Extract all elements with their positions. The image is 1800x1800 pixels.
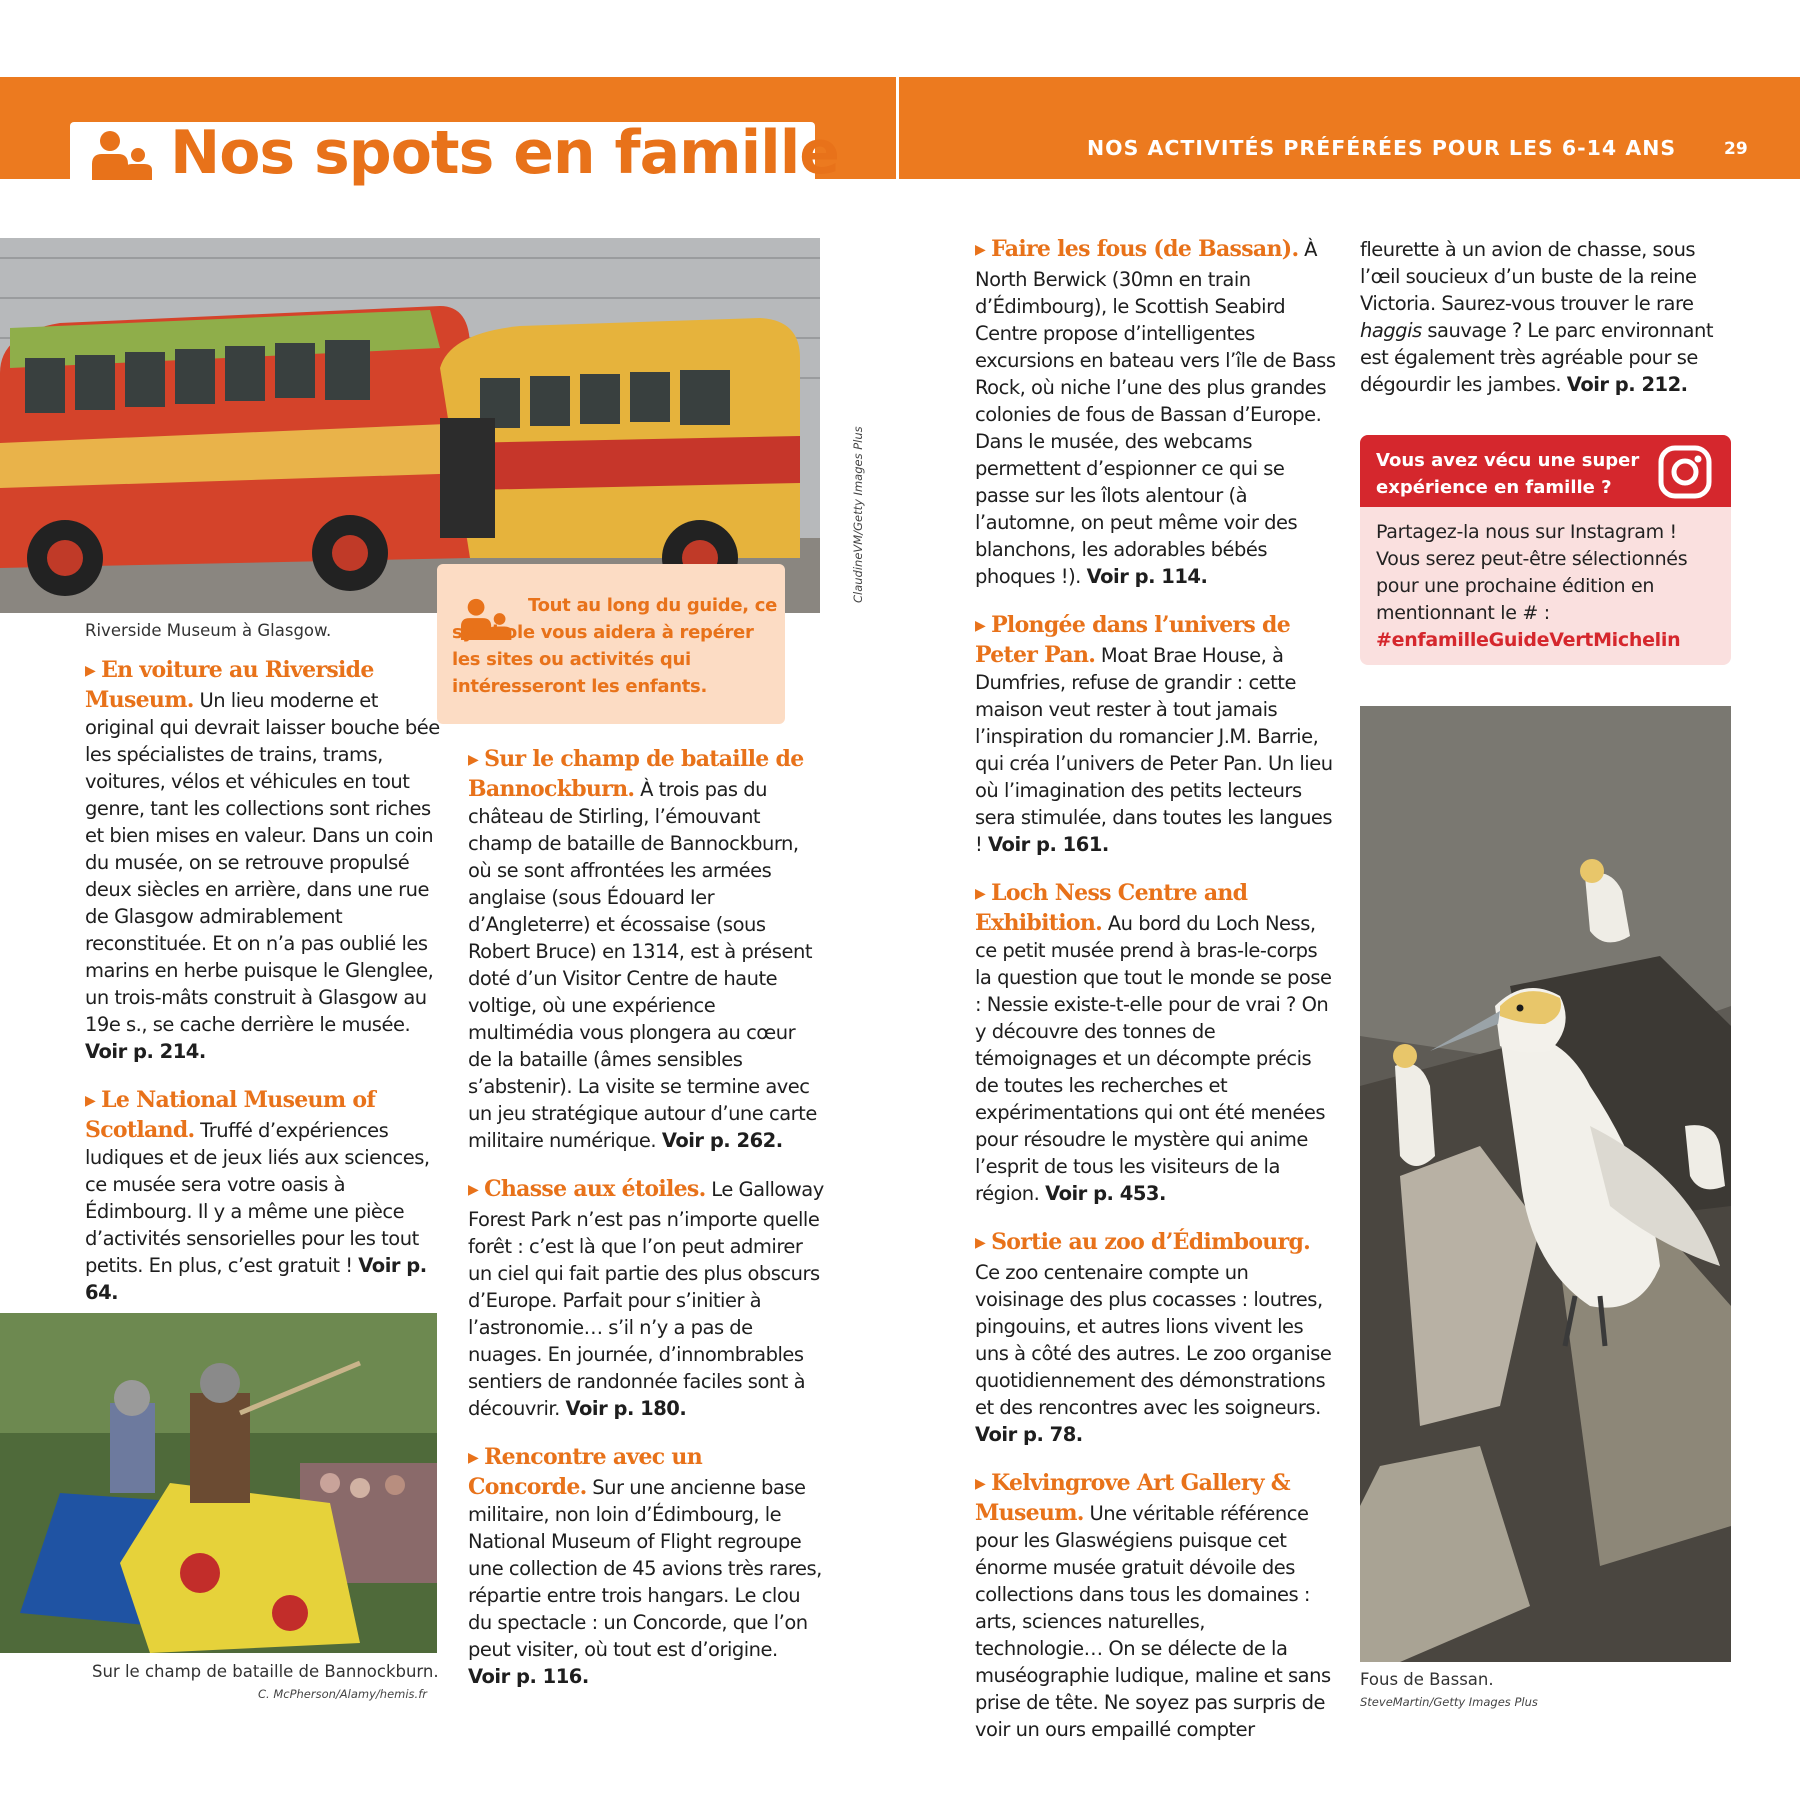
gannet-photo-credit: SteveMartin/Getty Images Plus — [1360, 1695, 1538, 1709]
gannet-photo — [1360, 706, 1731, 1662]
triangle-icon: ▶ — [975, 242, 986, 258]
instagram-body: Partagez-la nous sur Instagram ! Vous serez peut-être sélectionnés pour une prochaine édition en mentionnant le # : #enfamilleGuideVertMichelin — [1376, 521, 1688, 651]
column-2 — [468, 746, 824, 1712]
entry-etoiles: ▶ Chasse aux étoiles. Le Galloway Forest Park n’est pas n’importe quelle forêt : c’est là que l’on peut admirer un ciel qui fait partie des plus obscurs d’Europe. Parfait pour s’initier à l’astronomie… s’il n’y a pas de nuages. En journée, d’innombrables sentiers de randonnée faciles sont à découvrir. Voir p. 180. — [468, 1176, 824, 1420]
bus-photo — [0, 238, 820, 613]
entry-heading: ▶ Chasse aux étoiles. — [468, 1176, 706, 1202]
entry-heading: ▶ Faire les fous (de Bassan). — [975, 236, 1299, 262]
callout-text: Tout au long du guide, ce symbole vous aidera à repérer les sites ou activités qui intéresseront les enfants. — [452, 595, 778, 697]
knights-photo-credit: C. McPherson/Alamy/hemis.fr — [258, 1687, 427, 1701]
gannet-photo-caption: Fous de Bassan. — [1360, 1670, 1494, 1689]
triangle-icon: ▶ — [468, 1182, 479, 1198]
column-3 — [975, 236, 1337, 1765]
entry-peter-pan: ▶ Plongée dans l’univers de Peter Pan. Moat Brae House, à Dumfries, refuse de grandir : cette maison veut rester à tout jamais l’inspiration du romancier J.M. Barrie, qui créa l’univers de Peter Pan. Un lieu où l’imagination des petits lecteurs sera stimulée, dans toutes les langues ! Voir p. 161. — [975, 612, 1333, 856]
knights-photo-caption: Sur le champ de bataille de Bannockburn. — [92, 1662, 439, 1681]
entry-heading: ▶ Sortie au zoo d’Édimbourg. — [975, 1229, 1311, 1255]
triangle-icon: ▶ — [975, 886, 986, 902]
triangle-icon: ▶ — [975, 1235, 986, 1251]
entry-heading: ▶ Rencontre avec un Concorde. — [468, 1444, 703, 1500]
column-1 — [85, 657, 441, 1328]
triangle-icon: ▶ — [975, 618, 986, 634]
entry-bassan: ▶ Faire les fous (de Bassan). À North Berwick (30mn en train d’Édimbourg), le Scottish Seabird Centre propose d’intelligentes excursions en bateau vers l’île de Bass Rock, où niche l’une des plus grandes colonies de fous de Bassan d’Europe. Dans le musée, des webcams permettent d’espionner ce qui se passe sur les îlots alentour (à l’automne, on peut même voir des blanchons, les adorables bébés phoques !). Voir p. 114. — [975, 236, 1336, 588]
entry-heading: ▶ Sur le champ de bataille de Bannockburn. — [468, 746, 804, 802]
triangle-icon: ▶ — [85, 663, 96, 679]
page-number: 29 — [1724, 139, 1748, 159]
entry-bannockburn: ▶ Sur le champ de bataille de Bannockburn. À trois pas du château de Stirling, l’émouvant champ de bataille de Bannockburn, où se sont affrontées les armées anglaise (sous Édouard Ier d’Angleterre) et écossaise (sous Robert Bruce) en 1314, est à présent doté d’un Visitor Centre de haute voltige, où une expérience multimédia vous plongera au cœur de la bataille (âmes sensibles s’abstenir). La visite se termine avec un jeu stratégique autour d’une carte militaire numérique. Voir p. 262. — [468, 746, 817, 1152]
bus-photo-caption: Riverside Museum à Glasgow. — [85, 621, 332, 640]
column-4 — [1360, 236, 1732, 420]
entry-heading: ▶ En voiture au Riverside Museum. — [85, 657, 374, 713]
instagram-hashtag[interactable]: #enfamilleGuideVertMichelin — [1376, 629, 1681, 651]
entry-heading: ▶ Kelvingrove Art Gallery & Museum. — [975, 1470, 1290, 1526]
knights-photo — [0, 1313, 437, 1653]
entry-concorde: ▶ Rencontre avec un Concorde. Sur une ancienne base militaire, non loin d’Édimbourg, le National Museum of Flight regroupe une collection de 45 avions très rares, répartie entre trois hangars. Le clou du spectacle : un Concorde, que l’on peut visiter, où tout est d’origine. Voir p. 116. — [468, 1444, 822, 1688]
triangle-icon: ▶ — [468, 1450, 479, 1466]
entry-riverside: ▶ En voiture au Riverside Museum. Un lieu moderne et original qui devrait laisser bouche bée les spécialistes de trains, trams, voitures, vélos et véhicules en tout genre, tant les collections sont riches et bien mises en valeur. Dans un coin du musée, on se retrouve propulsé deux siècles en arrière, dans une rue de Glasgow admirablement reconstituée. Et on n’a pas oublié les marins en herbe puisque le Glenglee, un trois-mâts construit à Glasgow au 19e s., se cache derrière le musée. Voir p. 214. — [85, 657, 440, 1063]
family-icon — [92, 130, 154, 180]
page-title: Nos spots en famille — [170, 118, 840, 188]
triangle-icon: ▶ — [468, 752, 479, 768]
entry-kelvingrove-continued: fleurette à un avion de chasse, sous l’œil soucieux d’un buste de la reine Victoria. Saurez-vous trouver le rare haggis sauvage ? Le parc environnant est également très agréable pour se dégourdir les jambes. Voir p. 212. — [1360, 238, 1713, 396]
instagram-box — [1360, 435, 1731, 665]
instagram-icon — [1658, 445, 1712, 499]
section-title: NOS ACTIVITÉS PRÉFÉRÉES POUR LES 6-14 ANS — [1087, 136, 1677, 160]
triangle-icon: ▶ — [85, 1093, 96, 1109]
header-band-right — [899, 77, 1800, 179]
bus-photo-credit: ClaudineVM/Getty Images Plus — [851, 426, 865, 603]
triangle-icon: ▶ — [975, 1476, 986, 1492]
entry-kelvingrove: ▶ Kelvingrove Art Gallery & Museum. Une véritable référence pour les Glaswégiens puisque cet énorme musée gratuit dévoile des collections dans tous les domaines : arts, sciences naturelles, technologie… On se délecte de la muséographie ludique, maline et sans prise de tête. Ne soyez pas surpris de voir un ours empaillé compter — [975, 1470, 1331, 1741]
entry-heading: ▶ Loch Ness Centre and Exhibition. — [975, 880, 1248, 936]
entry-loch-ness: ▶ Loch Ness Centre and Exhibition. Au bord du Loch Ness, ce petit musée prend à bras-le-corps la question que tout le monde se pose : Nessie existe-t-elle pour de vrai ? On y découvre des tonnes de témoignages et un décompte précis de toutes les recherches et expérimentations qui ont été menées pour résoudre le mystère qui anime l’esprit de tous les visiteurs de la région. Voir p. 453. — [975, 880, 1332, 1205]
entry-national-museum: ▶ Le National Museum of Scotland. Truffé d’expériences ludiques et de jeux liés aux sciences, ce musée sera votre oasis à Édimbourg. Il y a même une pièce d’activités sensorielles pour les tout petits. En plus, c’est gratuit ! Voir p. 64. — [85, 1087, 430, 1304]
instagram-title: Vous avez vécu une super expérience en famille ? — [1376, 450, 1640, 498]
entry-zoo: ▶ Sortie au zoo d’Édimbourg. Ce zoo centenaire compte un voisinage des plus cocasses : loutres, pingouins, et autres lions vivent les uns à côté des autres. Le zoo organise quotidiennement des démonstrations et des rencontres avec les soigneurs. Voir p. 78. — [975, 1229, 1332, 1446]
entry-heading: ▶ Le National Museum of Scotland. — [85, 1087, 376, 1143]
entry-heading: ▶ Plongée dans l’univers de Peter Pan. — [975, 612, 1291, 668]
